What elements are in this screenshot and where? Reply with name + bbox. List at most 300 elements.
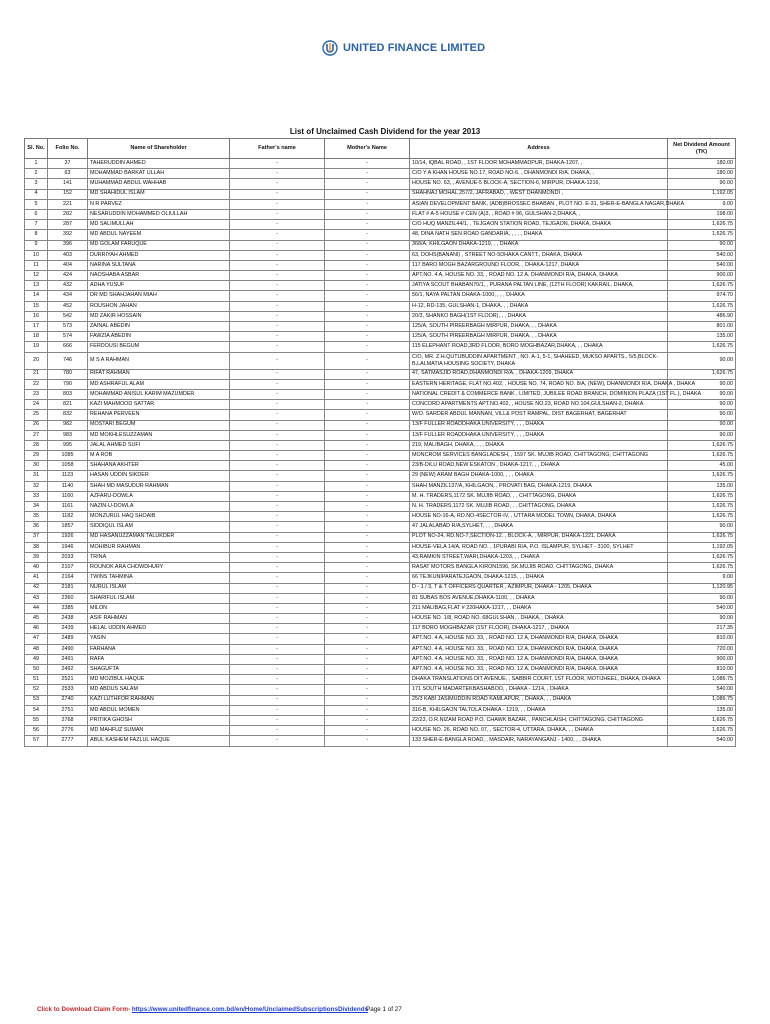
mother-name-cell: - [325,169,410,179]
net-dividend-cell: 135.00 [668,481,736,491]
address-cell: APT.NO. 4 A, HOUSE NO. 33, , ROAD NO. 12 A, DHANMONDI R/A, DHAKA, DHAKA [410,644,668,654]
father-name-cell: - [230,220,325,230]
folio-no-cell: 1123 [48,471,88,481]
table-row [25,352,736,369]
mother-name-cell: - [325,322,410,332]
claim-form-url[interactable]: https://www.unitedfinance.com.bd/en/Home/UnclaimedSubscriptionsDividends [131,1006,369,1013]
father-name-cell: - [230,189,325,199]
net-dividend-cell: 1,086.75 [668,695,736,705]
address-cell: 23/B-DILU ROAD,NEW ESKATON , DHAKA-1217, , , DHAKA [410,461,668,471]
sl-no-cell: 55 [25,715,48,725]
father-name-cell: - [230,379,325,389]
address-cell: APT.NO. 4 A, HOUSE NO. 33, , ROAD NO. 12 A, DHANMONDI R/A, DHAKA, DHAKA [410,665,668,675]
sl-no-cell: 48 [25,644,48,654]
shareholder-name-cell: MD GOLAM FARUQUE [88,240,230,250]
table-row [25,624,736,634]
sl-no-cell: 10 [25,250,48,260]
address-cell: 125/A, SOUTH PIREERBAGH MIRPUR, DHAKA, , , DHAKA [410,332,668,342]
table-body [25,159,736,747]
shareholder-name-cell: ZAINAL ABEDIN [88,322,230,332]
shareholder-name-cell: ABUL KASHEM FAZLUL HAQUE [88,736,230,746]
table-row [25,471,736,481]
net-dividend-cell: 900.00 [668,654,736,664]
father-name-cell: - [230,593,325,603]
table-row [25,726,736,736]
folio-no-cell: 434 [48,291,88,301]
table-row [25,311,736,321]
table-row [25,281,736,291]
folio-no-cell: 2439 [48,624,88,634]
father-name-cell: - [230,542,325,552]
shareholder-name-cell: NESARUDDIN MOHAMMED OLIULLAH [88,209,230,219]
table-row [25,379,736,389]
father-name-cell: - [230,271,325,281]
table-row [25,291,736,301]
folio-no-cell: 2491 [48,654,88,664]
table-row [25,705,736,715]
table-row [25,512,736,522]
shareholder-name-cell: ROUSHON JAHAN [88,301,230,311]
table-row [25,250,736,260]
folio-no-cell: 1182 [48,512,88,522]
sl-no-cell: 32 [25,481,48,491]
net-dividend-cell: 135.00 [668,705,736,715]
net-dividend-cell: 1,192.05 [668,189,736,199]
mother-name-cell: - [325,654,410,664]
table-row [25,654,736,664]
father-name-cell: - [230,461,325,471]
shareholder-name-cell: AZFARU-DOWLA [88,491,230,501]
father-name-cell: - [230,250,325,260]
folio-no-cell: 803 [48,389,88,399]
mother-name-cell: - [325,440,410,450]
father-name-cell: - [230,614,325,624]
mother-name-cell: - [325,271,410,281]
table-row [25,400,736,410]
mother-name-cell: - [325,220,410,230]
sl-no-cell: 54 [25,705,48,715]
father-name-cell: - [230,209,325,219]
address-cell: HOUSE NO. 26, ROAD NO. 07, , SECTOR-4, UTTARA, DHAKA, , , DHAKA [410,726,668,736]
sl-no-cell: 50 [25,665,48,675]
shareholder-name-cell: MD ABDUL MOMEN [88,705,230,715]
table-row [25,665,736,675]
sl-no-cell: 45 [25,614,48,624]
folio-no-cell: 2033 [48,552,88,562]
address-cell: C/O, MR. Z.H.QUTUBUDDIN APARTMENT , NO. A-1, 5-1, SHAHEED, MUKSO APARTS., 5/5,BLOCK-B,LALMATIA HOUSING SOCIETY, DHAKA [410,352,668,369]
net-dividend-cell: 90.00 [668,389,736,399]
claim-form-link[interactable] [37,1006,368,1013]
sl-no-cell: 6 [25,209,48,219]
table-row [25,715,736,725]
sl-no-cell: 4 [25,189,48,199]
folio-no-cell: 2490 [48,644,88,654]
address-cell: 63, DOHS(BANANI) , STREET NO-5DHAKA CANTT., DHAKA, DHAKA [410,250,668,260]
sl-no-cell: 33 [25,491,48,501]
table-row [25,644,736,654]
mother-name-cell: - [325,461,410,471]
table-row [25,430,736,440]
shareholder-name-cell: MOHAMMAD BARKAT ULLAH [88,169,230,179]
father-name-cell: - [230,311,325,321]
sl-no-cell: 1 [25,159,48,169]
table-row [25,420,736,430]
father-name-cell: - [230,685,325,695]
shareholder-name-cell: FARHANA [88,644,230,654]
sl-no-cell: 36 [25,522,48,532]
shareholder-name-cell: HELAL UDDIN AHMED [88,624,230,634]
folio-no-cell: 37 [48,159,88,169]
shareholder-name-cell: TWINS TAHMINA [88,573,230,583]
mother-name-cell: - [325,260,410,270]
folio-no-cell: 746 [48,352,88,369]
folio-no-cell: 432 [48,281,88,291]
sl-no-cell: 37 [25,532,48,542]
table-row [25,695,736,705]
table-row [25,502,736,512]
col-header-mother-name: Mother's Name [325,139,410,159]
sl-no-cell: 9 [25,240,48,250]
address-cell: MONCROM SERVICES BANGLADESH, , 1597 SK. MUJIB ROAD, CHITTAGONG, CHITTAGONG [410,451,668,461]
address-cell: APT.NO. 4 A, HOUSE NO. 33, , ROAD NO. 12 A, DHANMONDI R/A, DHAKA, DHAKA [410,271,668,281]
father-name-cell: - [230,179,325,189]
net-dividend-cell: 90.00 [668,522,736,532]
folio-no-cell: 2768 [48,715,88,725]
father-name-cell: - [230,471,325,481]
net-dividend-cell: 1,626.75 [668,230,736,240]
sl-no-cell: 39 [25,552,48,562]
table-row [25,685,736,695]
folio-no-cell: 1160 [48,491,88,501]
mother-name-cell: - [325,342,410,352]
sl-no-cell: 42 [25,583,48,593]
shareholder-name-cell: MOSTARI BEGUM [88,420,230,430]
father-name-cell: - [230,705,325,715]
table-row [25,322,736,332]
table-row [25,332,736,342]
mother-name-cell: - [325,379,410,389]
net-dividend-cell: 90.00 [668,410,736,420]
mother-name-cell: - [325,665,410,675]
address-cell: 47, SATMASJID ROAD,DHANMONDI R/A, , DHAKA-1209, DHAKA [410,369,668,379]
folio-no-cell: 221 [48,199,88,209]
shareholder-name-cell: SHAH MD MASUDUR RAHMAN [88,481,230,491]
net-dividend-cell: 900.00 [668,271,736,281]
folio-no-cell: 1140 [48,481,88,491]
shareholder-name-cell: N R PARVEZ [88,199,230,209]
shareholder-name-cell: TRINA [88,552,230,562]
folio-no-cell: 424 [48,271,88,281]
address-cell: 81 SUBAS BOS AVENUE,DHAKA-1100, , , DHAKA [410,593,668,603]
shareholder-name-cell: MD ABDUL NAYEEM [88,230,230,240]
mother-name-cell: - [325,240,410,250]
folio-no-cell: 282 [48,209,88,219]
address-cell: HOUSE NO. 1/8, ROAD NO. 68GULSHAN, , DHAKA, , DHAKA [410,614,668,624]
sl-no-cell: 44 [25,603,48,613]
table-row [25,179,736,189]
mother-name-cell: - [325,542,410,552]
address-cell: 20/3, SHANKO BAGH(1ST FLOOR), , , DHAKA [410,311,668,321]
father-name-cell: - [230,440,325,450]
address-cell: 13/F FULLER ROADDHAKA UNIVERSITY, , , , DHAKA [410,420,668,430]
mother-name-cell: - [325,552,410,562]
mother-name-cell: - [325,230,410,240]
folio-no-cell: 1926 [48,532,88,542]
shareholder-name-cell: FAWZIA ABEDIN [88,332,230,342]
net-dividend-cell: 1,120.95 [668,583,736,593]
shareholder-name-cell: RIFAT RAHMAN [88,369,230,379]
address-cell: 115 ELEPHANT ROAD,3RD FLOOR, BORO MOGHBAZAR,DHAKA, , , DHAKA [410,342,668,352]
shareholder-name-cell: MD MAHFUZ SUMAN [88,726,230,736]
sl-no-cell: 3 [25,179,48,189]
net-dividend-cell: 198.00 [668,209,736,219]
shareholder-name-cell: MUHAMMAD ABDUL WAHHAB [88,179,230,189]
sl-no-cell: 38 [25,542,48,552]
address-cell: C/O HUQ MANZIL44/1, , TEJGAON STATION ROAD, TEJGAON, DHAKA, DHAKA [410,220,668,230]
net-dividend-cell: 90.00 [668,593,736,603]
address-cell: EASTERN HERITAGE, FLAT NO.402, , HOUSE NO. 74, ROAD NO. 8/A, (NEW), DHANMONDI R/A, DHAKA , DHAKA [410,379,668,389]
table-row [25,451,736,461]
mother-name-cell: - [325,563,410,573]
father-name-cell: - [230,552,325,562]
net-dividend-cell: 90.00 [668,430,736,440]
table-row [25,563,736,573]
col-header-sl-no: Sl. No. [25,139,48,159]
folio-no-cell: 573 [48,322,88,332]
folio-no-cell: 982 [48,420,88,430]
net-dividend-cell: 1,626.75 [668,563,736,573]
shareholder-name-cell: MOHIBUR RAHMAN [88,542,230,552]
mother-name-cell: - [325,352,410,369]
net-dividend-cell: 1,626.75 [668,552,736,562]
address-cell: 56/1, NAYA PALTAN DHAKA-1000, , , , DHAKA [410,291,668,301]
father-name-cell: - [230,573,325,583]
table-row [25,675,736,685]
father-name-cell: - [230,644,325,654]
address-cell: M. H. TRADERS,1172 SK. MUJIB ROAD, , , CHITTAGONG, DHAKA [410,491,668,501]
mother-name-cell: - [325,726,410,736]
sl-no-cell: 8 [25,230,48,240]
mother-name-cell: - [325,705,410,715]
folio-no-cell: 2740 [48,695,88,705]
mother-name-cell: - [325,481,410,491]
net-dividend-cell: 180.00 [668,169,736,179]
sl-no-cell: 46 [25,624,48,634]
table-row [25,542,736,552]
folio-no-cell: 152 [48,189,88,199]
sl-no-cell: 16 [25,311,48,321]
shareholder-name-cell: NURUL ISLAM [88,583,230,593]
shareholder-name-cell: MD HASANUZZAMAN TALUKDER [88,532,230,542]
sl-no-cell: 56 [25,726,48,736]
address-cell: 211 MALIBAG,FLAT # 220HAKA-1217, , , DHAKA [410,603,668,613]
sl-no-cell: 21 [25,369,48,379]
net-dividend-cell: 540.00 [668,250,736,260]
shareholder-name-cell: MD MOKHLESUZZAMAN [88,430,230,440]
father-name-cell: - [230,532,325,542]
father-name-cell: - [230,281,325,291]
folio-no-cell: 287 [48,220,88,230]
net-dividend-cell: 810.00 [668,665,736,675]
net-dividend-cell: 1,626.75 [668,342,736,352]
address-cell: 22/23, O.R.NIZAM ROAD P.O. CHAWK BAZAR, , PANCHLAISH, CHITTAGONG, CHITTAGONG [410,715,668,725]
mother-name-cell: - [325,573,410,583]
father-name-cell: - [230,451,325,461]
father-name-cell: - [230,342,325,352]
shareholder-name-cell: RAFA [88,654,230,664]
father-name-cell: - [230,240,325,250]
mother-name-cell: - [325,420,410,430]
folio-no-cell: 2360 [48,593,88,603]
company-logo [322,40,485,56]
sl-no-cell: 27 [25,430,48,440]
address-cell: 29 (NEW) ARAM BAGH DHAKA-1000, , , , DHAKA [410,471,668,481]
shareholder-name-cell: MD MOZIBUL HAQUE [88,675,230,685]
col-header-folio-no: Folio No. [48,139,88,159]
shareholder-name-cell: SHAGUFTA [88,665,230,675]
father-name-cell: - [230,654,325,664]
father-name-cell: - [230,563,325,573]
shareholder-name-cell: MONZURUL HAQ SHOAIB [88,512,230,522]
address-cell: 48, DINA NATH SEN ROAD GANDARIA, , , , , DHAKA [410,230,668,240]
page-number: Page 1 of 27 [366,1006,402,1013]
col-header-address: Address [410,139,668,159]
col-header-net-dividend: Net Dividend Amount (TK) [668,139,736,159]
shareholder-name-cell: TAHERUDDIN AHMED [88,159,230,169]
mother-name-cell: - [325,593,410,603]
net-dividend-cell: 540.00 [668,260,736,270]
mother-name-cell: - [325,311,410,321]
net-dividend-cell: 9.00 [668,199,736,209]
folio-no-cell: 790 [48,379,88,389]
mother-name-cell: - [325,624,410,634]
net-dividend-cell: 1,626.75 [668,726,736,736]
address-cell: SHAHNAJ MOHAL 257/2, JAFRABAD, , WEST DHANMONDI , [410,189,668,199]
father-name-cell: - [230,332,325,342]
table-row [25,342,736,352]
table-row [25,522,736,532]
net-dividend-cell: 90.00 [668,379,736,389]
mother-name-cell: - [325,430,410,440]
address-cell: 10/14, IQBAL ROAD, , 1ST FLOOR MOHAMMADPUR, DHAKA-1207, , [410,159,668,169]
folio-no-cell: 63 [48,169,88,179]
table-row [25,389,736,399]
mother-name-cell: - [325,695,410,705]
address-cell: APT.NO. 4 A, HOUSE NO. 33, , ROAD NO. 12 A, DHANMONDI R/A, DHAKA, DHAKA [410,654,668,664]
father-name-cell: - [230,512,325,522]
folio-no-cell: 2438 [48,614,88,624]
folio-no-cell: 832 [48,410,88,420]
net-dividend-cell: 1,626.75 [668,491,736,501]
address-cell: HOUSE-VELA 14/A, ROAD NO. , 1PURABI R/A, P.O. ISLAMPUR, SYLHET - 3100, SYLHET [410,542,668,552]
sl-no-cell: 19 [25,342,48,352]
table-row [25,614,736,624]
mother-name-cell: - [325,189,410,199]
father-name-cell: - [230,695,325,705]
folio-no-cell: 396 [48,240,88,250]
address-cell: RASAT MOTORS BANGLA KIRON1596, SK.MUJIB ROAD, CHITTAGONG, DHAKA [410,563,668,573]
father-name-cell: - [230,603,325,613]
father-name-cell: - [230,301,325,311]
shareholder-name-cell: JALAL AHMED SUFI [88,440,230,450]
shareholder-name-cell: ADHA YUSUF [88,281,230,291]
net-dividend-cell: 1,626.75 [668,715,736,725]
address-cell: DHAKA TRANSLATIONS DIT AVENUE, , SABBIR COURT, 1ST FLOOR, MOTIJHEEL, DHAKA, DHAKA [410,675,668,685]
shareholder-name-cell: NAZIN-U-DOWLA [88,502,230,512]
shareholder-name-cell: NARINA SULTANA [88,260,230,270]
address-cell: 171 SOUTH MADARTEKBASHABOO, , DHAKA - 1214, , DHAKA [410,685,668,695]
father-name-cell: - [230,410,325,420]
net-dividend-cell: 90.00 [668,420,736,430]
mother-name-cell: - [325,291,410,301]
mother-name-cell: - [325,159,410,169]
mother-name-cell: - [325,532,410,542]
table-row [25,583,736,593]
father-name-cell: - [230,522,325,532]
sl-no-cell: 5 [25,199,48,209]
shareholder-name-cell: MD SHAHIDUL ISLAM [88,189,230,199]
father-name-cell: - [230,169,325,179]
shareholder-name-cell: SIDDIQUL ISLAM [88,522,230,532]
mother-name-cell: - [325,179,410,189]
father-name-cell: - [230,352,325,369]
net-dividend-cell: 1,626.75 [668,471,736,481]
mother-name-cell: - [325,614,410,624]
address-cell: N. H. TRADERS,1172 SK. MUJIB ROAD, , , CHITTAGONG, DHAKA [410,502,668,512]
sl-no-cell: 12 [25,271,48,281]
shareholder-name-cell: MD SALIMULLAH [88,220,230,230]
mother-name-cell: - [325,301,410,311]
net-dividend-cell: 1,626.75 [668,301,736,311]
mother-name-cell: - [325,332,410,342]
folio-no-cell: 574 [48,332,88,342]
table-row [25,169,736,179]
shareholder-name-cell: DR MD SHAHJAHAN MIAH [88,291,230,301]
mother-name-cell: - [325,369,410,379]
net-dividend-cell: 90.00 [668,179,736,189]
address-cell: 117 BARO MOGH BAZARGROUND FLOOR, , DHAKA-1217, DHAKA [410,260,668,270]
net-dividend-cell: 9.00 [668,573,736,583]
table-row [25,736,736,746]
address-cell: 125/A, SOUTH PIREERBAGH MIRPUR, DHAKA, , , DHAKA [410,322,668,332]
net-dividend-cell: 1,626.75 [668,369,736,379]
mother-name-cell: - [325,410,410,420]
folio-no-cell: 2164 [48,573,88,583]
address-cell: 25/3 KABI JASIMUDDIN ROAD KAMLAPUR, , DHAKA, , , DHAKA [410,695,668,705]
sl-no-cell: 18 [25,332,48,342]
table-row [25,189,736,199]
shareholder-name-cell: FERDOUSI BEGUM [88,342,230,352]
address-cell: HOUSE NO-16-A, RD.NO-4SECTOR-IV, , UTTARA MODEL TOWN, DHAKA, DHAKA [410,512,668,522]
mother-name-cell: - [325,250,410,260]
sl-no-cell: 24 [25,400,48,410]
father-name-cell: - [230,675,325,685]
net-dividend-cell: 1,192.05 [668,542,736,552]
father-name-cell: - [230,400,325,410]
folio-no-cell: 995 [48,440,88,450]
shareholder-name-cell: M A ROB [88,451,230,461]
net-dividend-cell: 1,086.75 [668,675,736,685]
table-row [25,209,736,219]
folio-no-cell: 983 [48,430,88,440]
father-name-cell: - [230,260,325,270]
address-cell: NATIONAL CREDIT & COMMERCE BANK , LIMITED, JUBILEE ROAD BRANCH, DOMINION PLAZA (1ST FL.), DHAKA [410,389,668,399]
address-cell: D - 1 / 3, T & T OFFICERS QUARTER , AZIMPUR, DHAKA - 1205, DHAKA [410,583,668,593]
shareholder-name-cell: KAZI LUTHFOR RAHMAN [88,695,230,705]
folio-no-cell: 2521 [48,675,88,685]
net-dividend-cell: 1,626.75 [668,440,736,450]
shareholder-name-cell: SHAHANA AKHTER [88,461,230,471]
